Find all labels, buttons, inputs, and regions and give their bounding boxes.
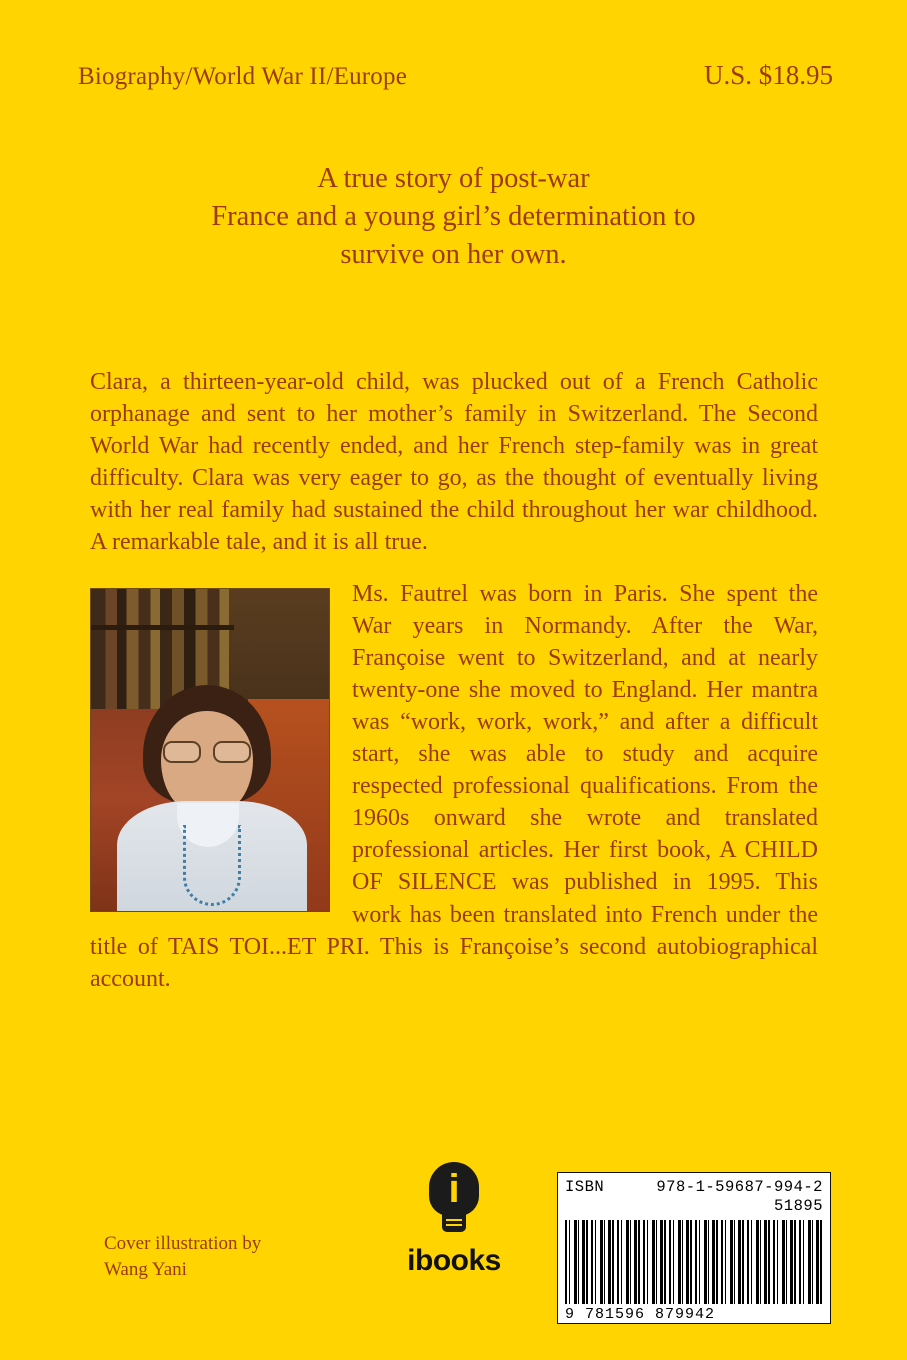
barcode-digits: 9 781596 879942 [565, 1306, 716, 1323]
author-face [161, 711, 253, 815]
blurb-paragraph-1: Clara, a thirteen-year-old child, was plucked out of a French Catholic orphanage and sent to her mother’s family in Switzerland. The Second World War had recently ended, and her French step-family was in great difficulty. Clara was very eager to go, as the thought of eventually living with her real family had sustained the child throughout her war childhood. A remarkable tale, and it is all true. [90, 369, 818, 556]
lightbulb-base [442, 1212, 466, 1232]
isbn-line [565, 1178, 823, 1196]
author-necklace [183, 825, 241, 906]
tagline-line-1: A true story of post-war [317, 163, 590, 194]
logo-letter: i [448, 1167, 460, 1211]
publisher-logo [404, 1162, 504, 1278]
price-label: U.S. $18.95 [703, 60, 833, 90]
cover-header [78, 60, 833, 91]
lightbulb-icon [423, 1162, 485, 1240]
cover-credit [104, 1231, 261, 1282]
eyeglasses-icon [163, 741, 251, 761]
cover-credit-line-1: Cover illustration by [104, 1233, 262, 1254]
isbn-label: ISBN [565, 1178, 605, 1196]
category-label: Biography/World War II/Europe [78, 63, 408, 90]
blurb-text [90, 366, 818, 995]
tagline-line-2: France and a young girl’s determination to [211, 200, 696, 232]
blurb-paragraph-2: Ms. Fautrel was born in Paris. She spent the War years in Normandy. After the War, Françoise went to Switzerland, and at nearly twenty-one she moved to England. Her mantra was “work, work, work,” and after a difficult start, she was able to study and acquire respected professional qualifications. From the 1960s onward she wrote and translated professional articles. Her first book, A CHILD OF SILENCE was published in 1995. This work has been translated into French under the title of TAIS TOI...ET PRI. This is Françoise’s second autobiographical account. [90, 581, 818, 992]
barcode-bars [565, 1220, 823, 1304]
shelf-edge [91, 625, 234, 630]
publisher-name: ibooks [407, 1244, 501, 1277]
barcode [557, 1172, 831, 1324]
isbn-number: 978-1-59687-994-2 [656, 1178, 823, 1196]
cover-credit-line-2: Wang Yani [104, 1258, 187, 1280]
tagline [90, 160, 817, 274]
author-photo [90, 588, 330, 912]
tagline-line-3: survive on her own. [340, 238, 567, 270]
price-code: 51895 [773, 1197, 823, 1215]
